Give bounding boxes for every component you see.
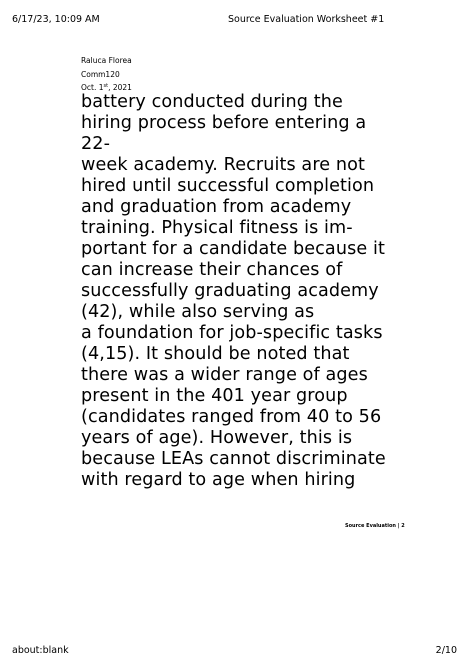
body-line: hiring process before entering a: [81, 113, 367, 133]
body-line: there was a wider range of ages: [81, 365, 368, 385]
date-prefix: Oct. 1: [81, 83, 104, 92]
print-page-count: 2/10: [435, 645, 457, 656]
body-line: because LEAs cannot discriminate: [81, 449, 386, 469]
course-code: Comm120: [81, 70, 120, 79]
body-line: (42), while also serving as: [81, 302, 315, 322]
date-year: , 2021: [108, 83, 132, 92]
body-line: hired until successful completion: [81, 176, 375, 196]
print-datetime: 6/17/23, 10:09 AM: [12, 14, 100, 25]
body-line: portant for a candidate because it: [81, 239, 385, 259]
date-ordinal-suffix: st: [103, 83, 109, 89]
body-line: (candidates ranged from 40 to 56: [81, 407, 382, 427]
running-footer-label: Source Evaluation | 2: [345, 523, 405, 529]
body-paragraph: [81, 92, 401, 491]
body-line: can increase their chances of: [81, 260, 343, 280]
body-line: successfully graduating academy: [81, 281, 379, 301]
print-doc-title: Source Evaluation Worksheet #1: [228, 14, 385, 25]
body-line: years of age). However, this is: [81, 428, 353, 448]
document-date: [81, 84, 132, 92]
body-line: (4,15). It should be noted that: [81, 344, 350, 364]
body-line: week academy. Recruits are not: [81, 155, 365, 175]
body-line: present in the 401 year group: [81, 386, 348, 406]
body-line: with regard to age when hiring: [81, 470, 356, 490]
body-line: a foundation for job-specific tasks: [81, 323, 383, 343]
body-line: and graduation from academy: [81, 197, 352, 217]
print-url: about:blank: [12, 645, 69, 656]
body-line: training. Physical fitness is im-: [81, 218, 353, 238]
body-line: 22-: [81, 134, 111, 154]
body-line: battery conducted during the: [81, 92, 343, 112]
author-name: Raluca Florea: [81, 56, 132, 65]
